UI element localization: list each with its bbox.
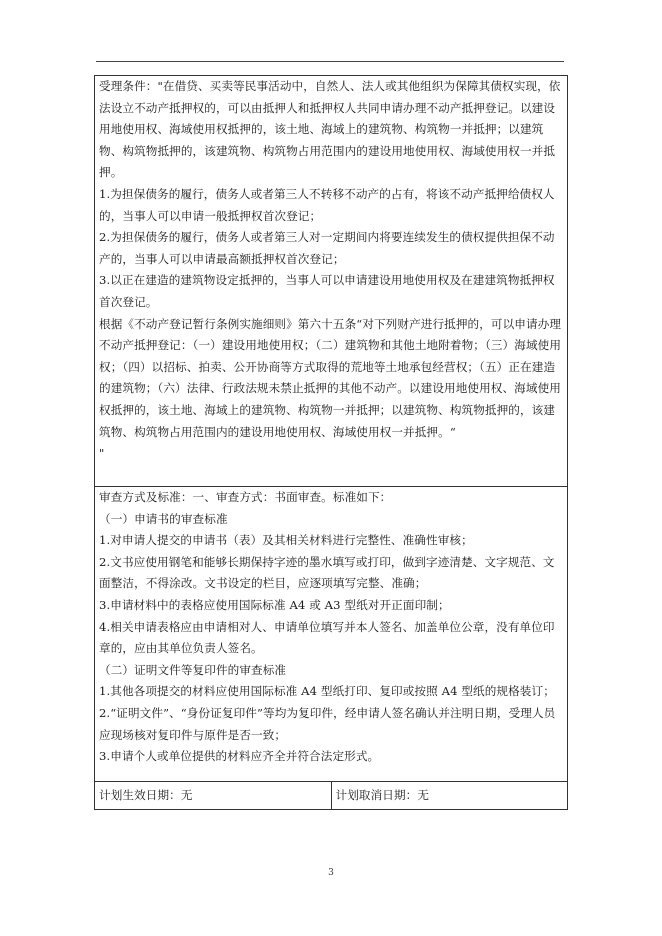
review-standards-cell	[95, 487, 568, 782]
paragraph: 3.申请个人或单位提供的材料应齐全并符合法定形式。	[99, 749, 380, 764]
table-row	[95, 782, 568, 810]
effective-date-cell: 计划生效日期：无	[95, 782, 332, 810]
paragraph: 2.文书应使用钢笔和能够长期保持字迹的墨水填写或打印，做到字迹清楚、文字规范、文面整洁，不得涂改。文书设定的栏目，应逐项填写完整、准确；	[99, 554, 555, 591]
paragraph: 2.“证明文件”、“身份证复印件”等均为复印件，经申请人签名确认并注明日期，受理人员应现场核对复印件与原件是否一致；	[99, 705, 556, 742]
paragraph: 3.以正在建造的建筑物设定抵押的，当事人可以申请建设用地使用权及在建建筑物抵押权首次登记。	[99, 273, 555, 309]
paragraph: 1.其他各项提交的材料应使用国际标准 A4 型纸打印、复印或按照 A4 型纸的规格装订；	[99, 684, 555, 699]
document-table	[94, 75, 568, 810]
table-row	[95, 76, 568, 487]
paragraph: 2.为担保债务的履行，债务人或者第三人对一定期间内将要连续发生的债权提供担保不动产的，当事人可以申请最高额抵押权首次登记；	[99, 230, 555, 266]
table-row	[95, 487, 568, 782]
paragraph: 1.对申请人提交的申请书（表）及其相关材料进行完整性、准确性审核；	[99, 533, 473, 548]
paragraph: 3.申请材料中的表格应使用国际标准 A4 或 A3 型纸对开正面印制；	[99, 597, 450, 612]
paragraph: （二）证明文件等复印件的审查标准	[99, 662, 287, 677]
page-number: 3	[328, 868, 334, 878]
acceptance-conditions-cell	[95, 76, 568, 487]
paragraph: "	[99, 446, 105, 461]
paragraph: 受理条件："在借贷、买卖等民事活动中，自然人、法人或其他组织为保障其债权实现，依法设立不动产抵押权的，可以由抵押人和抵押权人共同申请办理不动产抵押登记。以建设用地使用权、海域使用权抵押的，该土地、海域上的建筑物、构筑物一并抵押；以建筑物、构筑物抵押的，该建筑物、构筑物占用范围内的建设用地使用权、海域使用权一并抵押。	[99, 79, 561, 180]
cancel-date-cell: 计划取消日期：无	[331, 782, 568, 810]
header-rule	[96, 61, 564, 62]
paragraph: 4.相关申请表格应由申请相对人、申请单位填写并本人签名、加盖单位公章，没有单位印章的，应由其单位负责人签名。	[99, 619, 555, 656]
paragraph: 根据《不动产登记暂行条例实施细则》第六十五条“对下列财产进行抵押的，可以申请办理不动产抵押登记：（一）建设用地使用权；（二）建筑物和其他土地附着物；（三）海域使用权；（四）以招标、拍卖、公开协商等方式取得的荒地等土地承包经营权；（五）正在建造的建筑物；（六）法律、行政法规未禁止抵押的其他不动产。以建设用地使用权、海域使用权抵押的，该土地、海域上的建筑物、构筑物一并抵押；以建筑物、构筑物抵押的，该建筑物、构筑物占用范围内的建设用地使用权、海域使用权一并抵押。“	[99, 316, 562, 439]
paragraph: 1.为担保债务的履行，债务人或者第三人不转移不动产的占有，将该不动产抵押给债权人的，当事人可以申请一般抵押权首次登记；	[99, 186, 555, 223]
paragraph: 审查方式及标准：一、审查方式：书面审查。标准如下：	[99, 490, 392, 504]
paragraph: （一）申请书的审查标准	[99, 511, 228, 526]
